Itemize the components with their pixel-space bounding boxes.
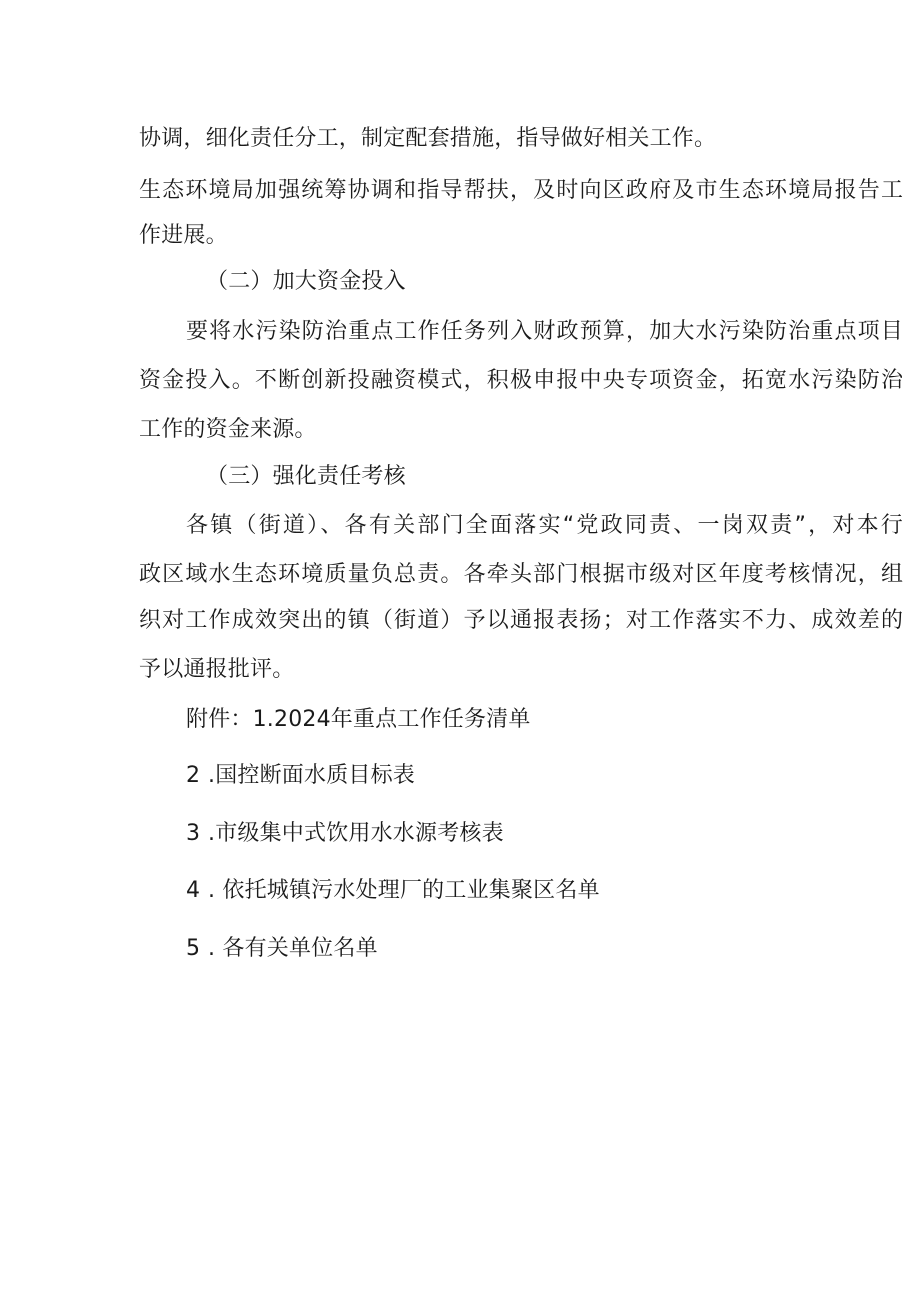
- section-2-para-line-1: 要将水污染防治重点工作任务列入财政预算，加大水污染防治重点项目: [186, 319, 903, 344]
- continuation-line-1: 协调，细化责任分工，制定配套措施，指导做好相关工作。: [139, 126, 717, 151]
- attachment-item-text: . 依托城镇污水处理厂的工业集聚区名单: [208, 878, 600, 903]
- attachment-item-text: . 各有关单位名单: [208, 936, 378, 961]
- section-3-heading: （三）强化责任考核: [206, 464, 406, 489]
- attachment-item-5: [186, 934, 378, 964]
- section-2-para-line-2: 资金投入。不断创新投融资模式，积极申报中央专项资金，拓宽水污染防治: [139, 368, 903, 393]
- attachment-item-text: .市级集中式饮用水水源考核表: [208, 821, 504, 846]
- attachment-item-number: 4: [186, 878, 201, 903]
- attachment-line-1: 附件：1.2024年重点工作任务清单: [186, 707, 531, 732]
- continuation-line-2: 生态环境局加强统筹协调和指导帮扶，及时向区政府及市生态环境局报告工: [139, 178, 903, 203]
- attachment-item-3: [186, 819, 504, 849]
- attachment-item-4: [186, 876, 600, 906]
- attachment-item-text: .国控断面水质目标表: [208, 763, 415, 788]
- section-3-para-line-4: 予以通报批评。: [139, 657, 295, 682]
- section-3-para-line-3: 织对工作成效突出的镇（街道）予以通报表扬；对工作落实不力、成效差的: [139, 608, 903, 633]
- section-3-para-line-2: 政区域水生态环境质量负总责。各牵头部门根据市级对区年度考核情况，组: [139, 562, 903, 587]
- continuation-line-3: 作进展。: [139, 223, 228, 248]
- section-3-para-line-1: 各镇（街道）、各有关部门全面落实“党政同责、一岗双责”，对本行: [186, 513, 903, 538]
- attachment-item-number: 3: [186, 821, 201, 846]
- section-2-heading: （二）加大资金投入: [206, 269, 406, 294]
- attachment-item-2: [186, 761, 415, 791]
- attachment-item-number: 2: [186, 763, 201, 788]
- attachment-item-number: 5: [186, 936, 201, 961]
- section-2-para-line-3: 工作的资金来源。: [139, 417, 317, 442]
